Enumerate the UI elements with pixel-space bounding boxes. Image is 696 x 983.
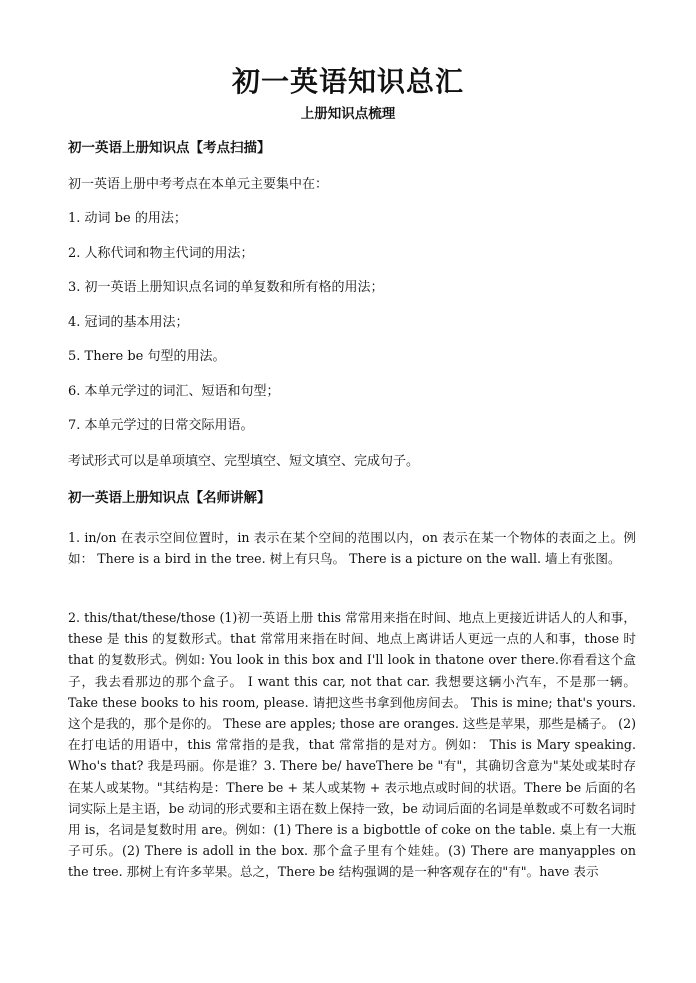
document-subtitle: 上册知识点梳理 [300,106,396,122]
section-intro: 初一英语上册中考考点在本单元主要集中在： [68,177,329,192]
list-item: 7. 本单元学过的日常交际用语。 [68,418,254,433]
list-item: 1. 动词 be 的用法； [68,211,187,226]
paragraph-this-that: 2. this/that/these/those (1)初一英语上册 this 常常用来指在时间、地点上更接近讲话人的人和事，these 是 this 的复数形式。that 常常用来指在时间、地点上离讲话人更远一点的人和事，those 时 that 的复数形式。例如: You look in this box and I'll look in thatone over there.你看看这个盒子，我去看那边的那个盒子。 I want this car, not that car. 我想要这辆小汽车，不是那一辆。 Take these books to his room, please. 请把这些书拿到他房间去。 This is mine; that's yours. 这个是我的，那个是你的。 These are apples; those are oranges. 这些是苹果，那些是橘子。 (2)在打电话的用语中，this 常常指的是我，that 常常指的是对方。例如： This is Mary speaking. Who's that? 我是玛丽。你是谁？3. There be/ haveThere be "有"，其确切含意为"某处或某时存在某人或某物。"其结构是：There be + 某人或某物 + 表示地点或时间的状语。There be 后面的名词实际上是主语，be 动词的形式要和主语在数上保持一致，be 动词后面的名词是单数或不可数名词时用 is，名词是复数时用 are。例如：(1) There is a bigbottle of coke on the table. 桌上有一大瓶子可乐。(2) There is adoll in the box. 那个盒子里有个娃娃。(3) There are manyapples on the tree. 那树上有许多苹果。总之，There be 结构强调的是一种客观存在的"有"。have 表示 [68,610,636,880]
list-item: 4. 冠词的基本用法； [68,315,189,330]
list-item: 3. 初一英语上册知识点名词的单复数和所有格的用法； [68,280,384,295]
section-heading-teacher-explanation: 初一英语上册知识点【名师讲解】 [68,490,271,506]
list-item: 2. 人称代词和物主代词的用法； [68,246,254,261]
exam-forms-text: 考试形式可以是单项填空、完型填空、短文填空、完成句子。 [68,454,420,469]
list-item: 5. There be 句型的用法。 [68,349,226,364]
document-title: 初一英语知识总汇 [231,65,464,98]
list-item: 6. 本单元学过的词汇、短语和句型； [68,384,280,399]
section-heading-exam-points: 初一英语上册知识点【考点扫描】 [68,140,271,156]
paragraph-in-on: 1. in/on 在表示空间位置时，in 表示在某个空间的范围以内，on 表示在某一个物体的表面之上。例如： There is a bird in the tree. 树上有只鸟。 There is a picture on the wall. 墙上有张图。 [68,530,636,567]
